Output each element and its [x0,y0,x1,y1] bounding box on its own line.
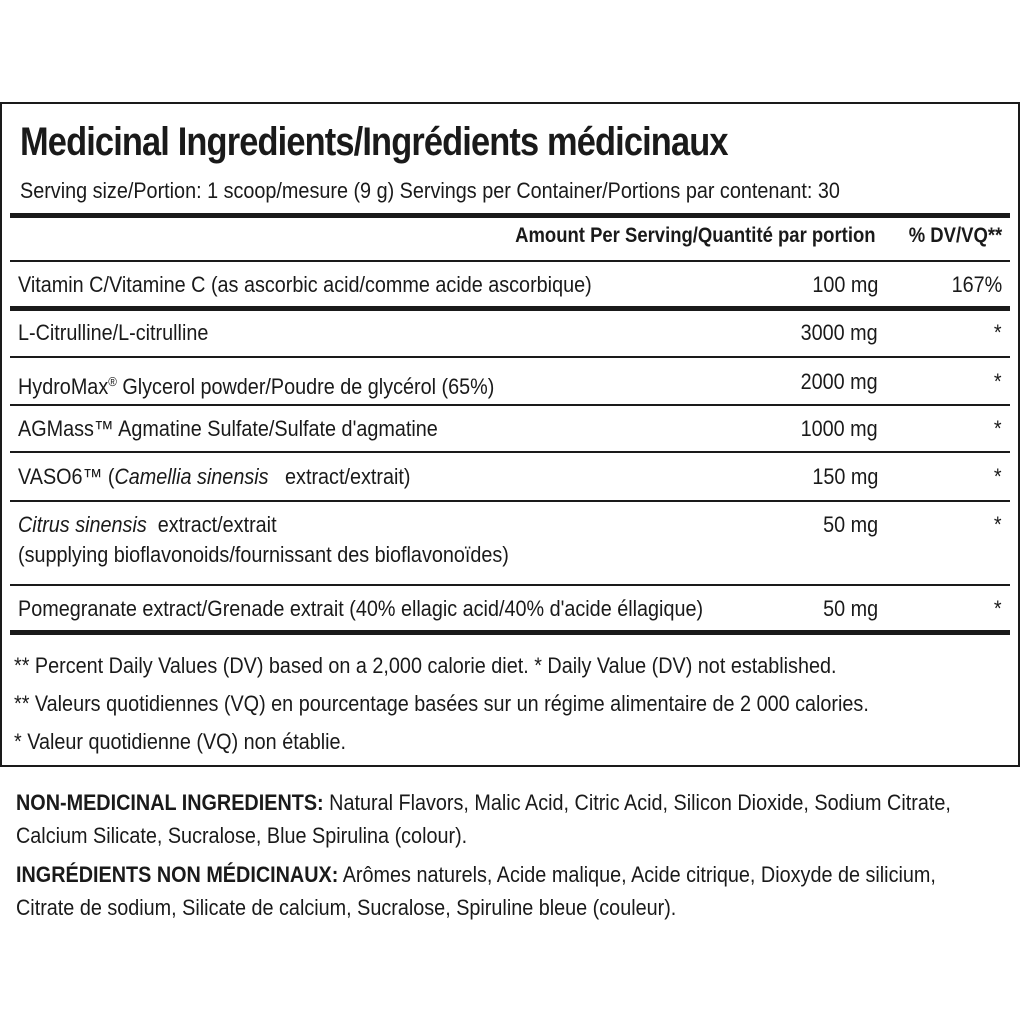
row-divider [10,356,1010,358]
ingredient-name: Vitamin C/Vitamine C (as ascorbic acid/comme acide ascorbique) [18,272,592,297]
row-divider [10,500,1010,502]
non-medicinal-ingredients-en [16,786,997,852]
ingredient-amount: 50 mg [822,596,878,621]
row-divider [10,584,1010,586]
notes-rule [10,630,1010,635]
ingredient-dv: * [994,416,1002,441]
ingredient-amount: 150 mg [811,464,878,489]
serving-info: Serving size/Portion: 1 scoop/mesure (9 g) Servings per Container/Portions par contenant: 30 [20,178,840,203]
ingredient-amount: 2000 mg [800,369,878,394]
row-divider [10,260,1010,262]
medicinal-ingredients-panel [0,102,1020,767]
ingredient-amount: 100 mg [811,272,878,297]
ingredient-dv: * [994,464,1002,489]
ingredient-name: AGMass™ Agmatine Sulfate/Sulfate d'agmatine [18,416,438,441]
ingredient-name: VASO6™ (Camellia sinensis extract/extrait) [18,464,411,489]
ingredient-name: Pomegranate extract/Grenade extrait (40% ellagic acid/40% d'acide éllagique) [18,596,704,621]
panel-title: Medicinal Ingredients/Ingrédients médicinaux [20,120,728,164]
non-medicinal-label-fr: INGRÉDIENTS NON MÉDICINAUX: [16,862,339,887]
footnote: ** Valeurs quotidiennes (VQ) en pourcentage basées sur un régime alimentaire de 2 000 calories. [14,691,869,716]
header-dv: % DV/VQ** [908,224,1002,247]
non-medicinal-ingredients-fr [16,858,997,924]
ingredient-dv: * [994,596,1002,621]
non-medicinal-text-en: Natural Flavors, Malic Acid, Citric Acid, Silicon Dioxide, Sodium Citrate, Calcium Silicate, Sucralose, Blue Spirulina (colour). [16,790,951,848]
footnotes [14,647,964,761]
ingredient-amount: 50 mg [822,512,878,537]
footnote: ** Percent Daily Values (DV) based on a 2,000 calorie diet. * Daily Value (DV) not established. [14,653,837,678]
ingredient-dv: 167% [951,272,1002,297]
row-divider [10,404,1010,406]
ingredient-amount: 3000 mg [800,320,878,345]
header-amount: Amount Per Serving/Quantité par portion [515,224,876,247]
ingredient-dv: * [994,369,1002,394]
ingredient-name: L-Citrulline/L-citrulline [18,320,209,345]
row-divider [10,306,1010,311]
ingredient-name: HydroMax® Glycerol powder/Poudre de glycérol (65%) [18,374,495,399]
non-medicinal-text-fr: Arômes naturels, Acide malique, Acide citrique, Dioxyde de silicium, Citrate de sodium, Silicate de calcium, Sucralose, Spiruline bleue (couleur). [16,862,936,920]
ingredient-name: Citrus sinensis extract/extrait (supplying bioflavonoids/fournissant des bioflavonoïdes) [18,512,509,567]
ingredient-amount: 1000 mg [800,416,878,441]
non-medicinal-label-en: NON-MEDICINAL INGREDIENTS: [16,790,324,815]
row-divider [10,451,1010,453]
ingredient-dv: * [994,512,1002,537]
ingredient-dv: * [994,320,1002,345]
header-rule [10,213,1010,218]
footnote: * Valeur quotidienne (VQ) non établie. [14,729,347,754]
